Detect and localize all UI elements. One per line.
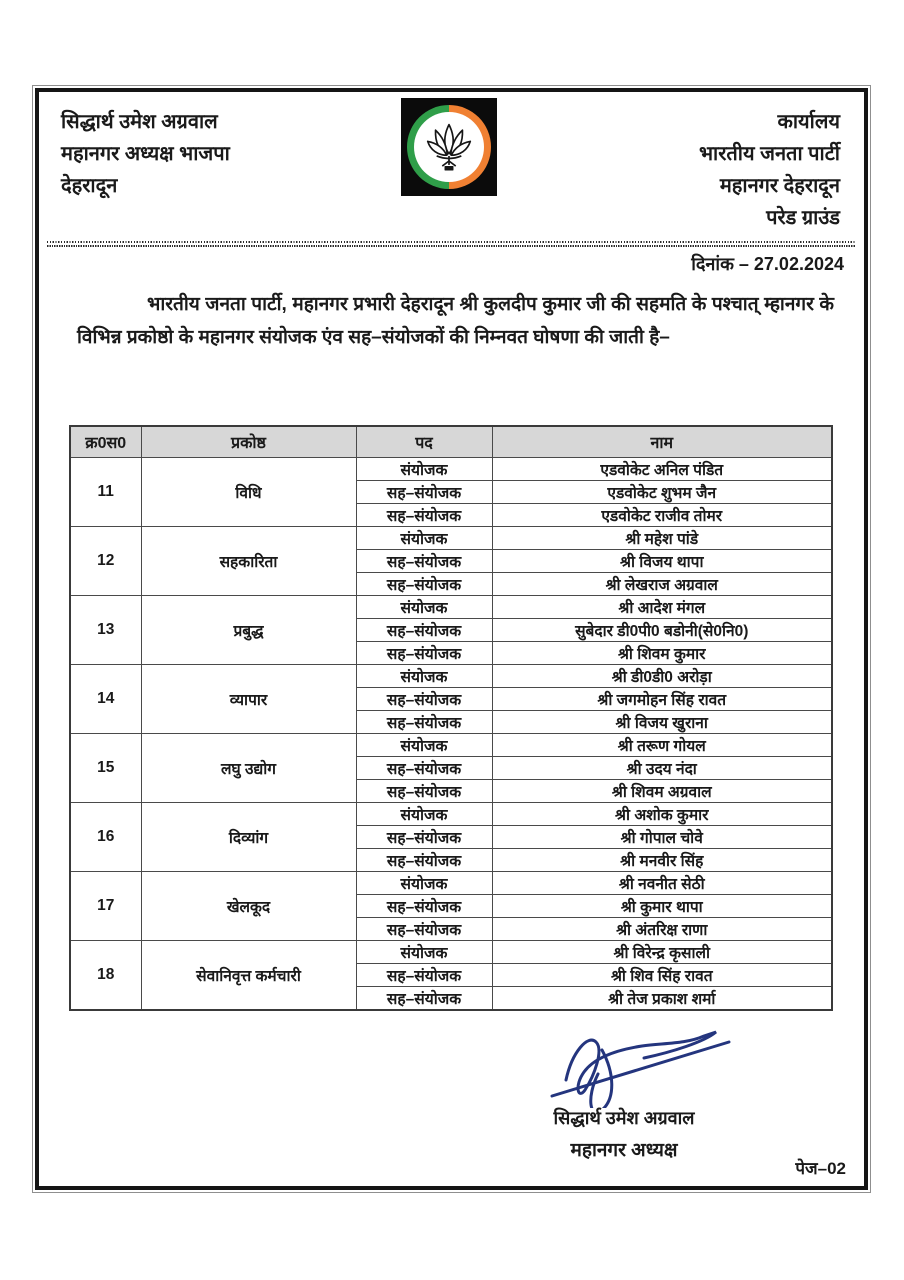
serial-number-cell: 17 bbox=[70, 871, 141, 940]
office-city: महानगर देहरादून bbox=[719, 175, 840, 197]
name-cell: श्री अंतरिक्ष राणा bbox=[492, 917, 832, 940]
prakoshth-cell: खेलकूद bbox=[141, 871, 356, 940]
post-cell: सह–संयोजक bbox=[356, 825, 492, 848]
post-cell: संयोजक bbox=[356, 871, 492, 894]
post-cell: सह–संयोजक bbox=[356, 572, 492, 595]
post-cell: संयोजक bbox=[356, 802, 492, 825]
prakoshth-cell: सेवानिवृत्त कर्मचारी bbox=[141, 940, 356, 1010]
signature-ink bbox=[544, 1028, 739, 1108]
name-cell: श्री कुमार थापा bbox=[492, 894, 832, 917]
sender-city: देहरादून bbox=[61, 175, 118, 197]
name-cell: एडवोकेट शुभम जैन bbox=[492, 480, 832, 503]
name-cell: श्री शिव सिंह रावत bbox=[492, 963, 832, 986]
post-cell: संयोजक bbox=[356, 457, 492, 480]
prakoshth-cell: विधि bbox=[141, 457, 356, 526]
name-cell: श्री तरूण गोयल bbox=[492, 733, 832, 756]
letterhead-right bbox=[699, 106, 840, 234]
post-cell: सह–संयोजक bbox=[356, 963, 492, 986]
name-cell: श्री तेज प्रकाश शर्मा bbox=[492, 986, 832, 1010]
prakoshth-cell: व्यापार bbox=[141, 664, 356, 733]
name-cell: श्री विरेन्द्र कृसाली bbox=[492, 940, 832, 963]
name-cell: श्री लेखराज अग्रवाल bbox=[492, 572, 832, 595]
signatory-title: महानगर अध्यक्ष bbox=[570, 1140, 678, 1161]
name-cell: श्री विजय थापा bbox=[492, 549, 832, 572]
logo-white-disc bbox=[414, 112, 484, 182]
letter-page-frame bbox=[35, 88, 868, 1190]
sender-designation: महानगर अध्यक्ष भाजपा bbox=[61, 143, 230, 165]
post-cell: सह–संयोजक bbox=[356, 756, 492, 779]
roster-table-body bbox=[70, 457, 832, 1010]
column-header: नाम bbox=[492, 426, 832, 457]
name-cell: श्री नवनीत सेठी bbox=[492, 871, 832, 894]
post-cell: सह–संयोजक bbox=[356, 917, 492, 940]
name-cell: श्री उदय नंदा bbox=[492, 756, 832, 779]
post-cell: संयोजक bbox=[356, 664, 492, 687]
post-cell: सह–संयोजक bbox=[356, 894, 492, 917]
date-line: दिनांक – 27.02.2024 bbox=[691, 254, 844, 274]
table-row bbox=[70, 871, 832, 894]
prakoshth-cell: दिव्यांग bbox=[141, 802, 356, 871]
post-cell: सह–संयोजक bbox=[356, 549, 492, 572]
name-cell: श्री महेश पांडे bbox=[492, 526, 832, 549]
serial-number-cell: 15 bbox=[70, 733, 141, 802]
roster-table bbox=[69, 425, 833, 1011]
serial-number-cell: 12 bbox=[70, 526, 141, 595]
signatory-name: सिद्धार्थ उमेश अग्रवाल bbox=[553, 1108, 695, 1128]
name-cell: श्री विजय खुराना bbox=[492, 710, 832, 733]
post-cell: सह–संयोजक bbox=[356, 848, 492, 871]
serial-number-cell: 11 bbox=[70, 457, 141, 526]
post-cell: सह–संयोजक bbox=[356, 710, 492, 733]
column-header: प्रकोष्ठ bbox=[141, 426, 356, 457]
header-row bbox=[70, 426, 832, 457]
post-cell: सह–संयोजक bbox=[356, 986, 492, 1010]
sender-name: सिद्धार्थ उमेश अग्रवाल bbox=[61, 111, 218, 133]
column-header: क्र0स0 bbox=[70, 426, 141, 457]
lotus-icon bbox=[421, 119, 477, 175]
post-cell: सह–संयोजक bbox=[356, 779, 492, 802]
name-cell: एडवोकेट राजीव तोमर bbox=[492, 503, 832, 526]
logo-tricolor-ring bbox=[407, 105, 491, 189]
post-cell: सह–संयोजक bbox=[356, 480, 492, 503]
post-cell: संयोजक bbox=[356, 940, 492, 963]
office-address: परेड ग्राउंड bbox=[766, 207, 840, 229]
post-cell: सह–संयोजक bbox=[356, 641, 492, 664]
post-cell: सह–संयोजक bbox=[356, 503, 492, 526]
serial-number-cell: 14 bbox=[70, 664, 141, 733]
name-cell: श्री शिवम अग्रवाल bbox=[492, 779, 832, 802]
roster-table-head bbox=[70, 426, 832, 457]
post-cell: सह–संयोजक bbox=[356, 687, 492, 710]
table-row bbox=[70, 595, 832, 618]
name-cell: श्री डी0डी0 अरोड़ा bbox=[492, 664, 832, 687]
dotted-divider bbox=[47, 241, 856, 248]
name-cell: सुबेदार डी0पी0 बडोनी(से0नि0) bbox=[492, 618, 832, 641]
post-cell: संयोजक bbox=[356, 526, 492, 549]
serial-number-cell: 18 bbox=[70, 940, 141, 1010]
post-cell: संयोजक bbox=[356, 595, 492, 618]
table-row bbox=[70, 733, 832, 756]
post-cell: संयोजक bbox=[356, 733, 492, 756]
name-cell: एडवोकेट अनिल पंडित bbox=[492, 457, 832, 480]
table-row bbox=[70, 940, 832, 963]
post-cell: सह–संयोजक bbox=[356, 618, 492, 641]
page-number-label: पेज–02 bbox=[795, 1159, 846, 1178]
serial-number-cell: 16 bbox=[70, 802, 141, 871]
column-header: पद bbox=[356, 426, 492, 457]
prakoshth-cell: सहकारिता bbox=[141, 526, 356, 595]
name-cell: श्री गोपाल चोवे bbox=[492, 825, 832, 848]
name-cell: श्री आदेश मंगल bbox=[492, 595, 832, 618]
name-cell: श्री मनवीर सिंह bbox=[492, 848, 832, 871]
name-cell: श्री जगमोहन सिंह रावत bbox=[492, 687, 832, 710]
prakoshth-cell: लघु उद्योग bbox=[141, 733, 356, 802]
name-cell: श्री अशोक कुमार bbox=[492, 802, 832, 825]
intro-paragraph: भारतीय जनता पार्टी, महानगर प्रभारी देहरादून श्री कुलदीप कुमार जी की सहमति के पश्चात् म्हानगर के विभिन्न प्रकोष्ठो के महानगर संयोजक एंव सह–संयोजकों की निम्नवत घोषणा की जाती है– bbox=[77, 294, 834, 348]
logo-text-blob bbox=[445, 166, 454, 170]
prakoshth-cell: प्रबुद्ध bbox=[141, 595, 356, 664]
table-row bbox=[70, 802, 832, 825]
office-label: कार्यालय bbox=[777, 111, 840, 133]
table-row bbox=[70, 664, 832, 687]
bjp-lotus-logo bbox=[401, 98, 497, 196]
serial-number-cell: 13 bbox=[70, 595, 141, 664]
letterhead-left bbox=[61, 106, 230, 202]
name-cell: श्री शिवम कुमार bbox=[492, 641, 832, 664]
table-row bbox=[70, 457, 832, 480]
table-row bbox=[70, 526, 832, 549]
party-name: भारतीय जनता पार्टी bbox=[698, 143, 840, 165]
